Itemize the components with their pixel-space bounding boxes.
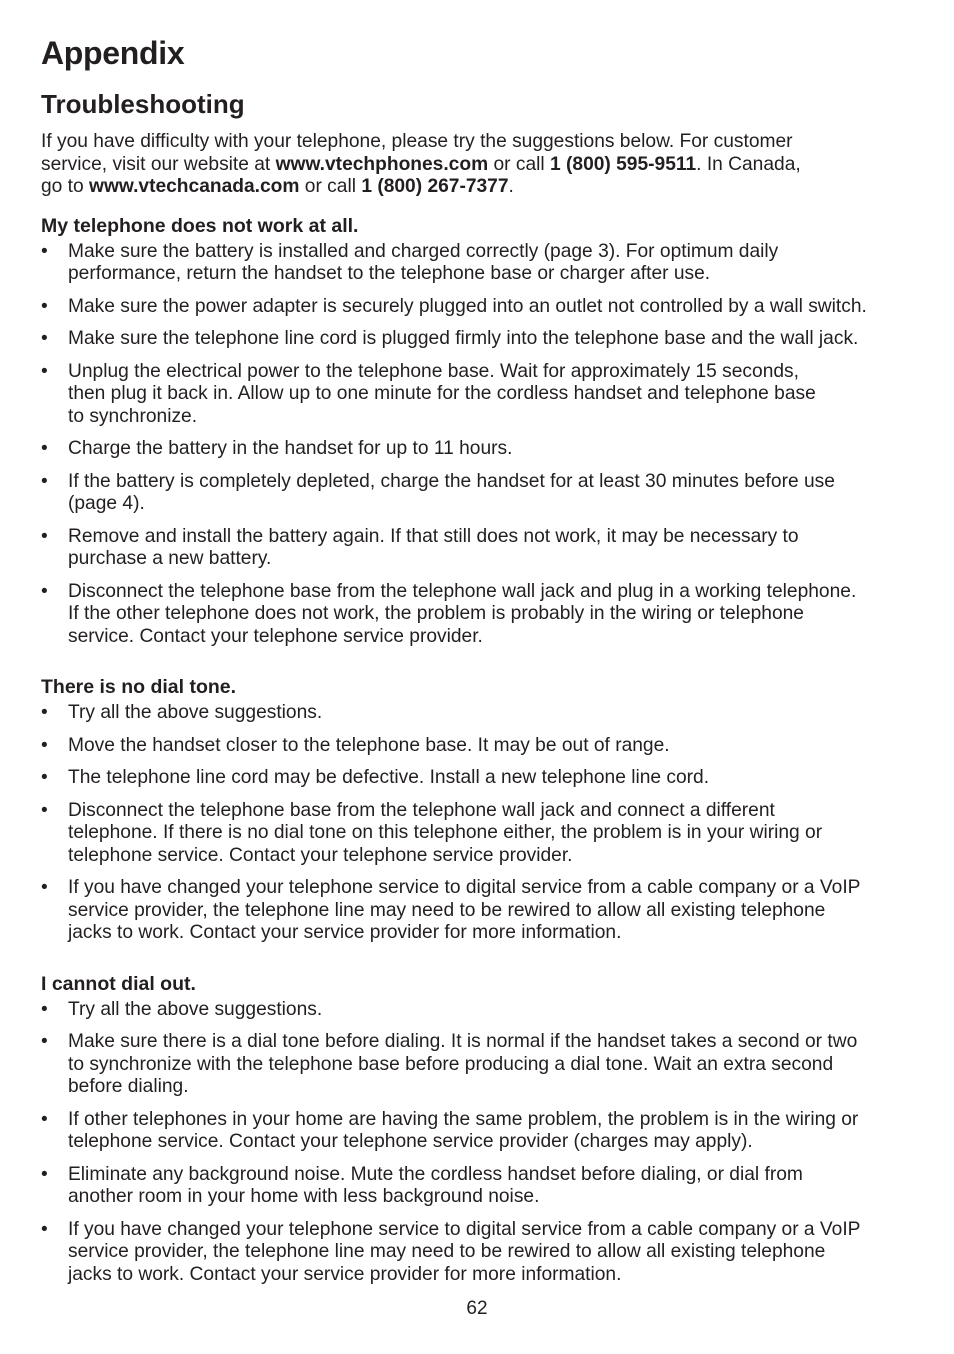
list-item-text: If the battery is completely depleted, charge the handset for at least 30 minutes before use (page 4). (68, 470, 835, 514)
list-item-text: The telephone line cord may be defective. Install a new telephone line cord. (68, 767, 710, 788)
bullet-icon: • (41, 525, 48, 547)
list-item (41, 702, 921, 725)
list-item-text: Eliminate any background noise. Mute the cordless handset before dialing, or dial from another room in your home with less background noise. (68, 1163, 803, 1207)
bullet-icon: • (41, 767, 48, 788)
list-item (41, 581, 921, 649)
intro-text-4: or call (299, 176, 362, 197)
list-item (41, 1164, 921, 1209)
bullet-icon: • (41, 328, 48, 349)
bullet-icon: • (41, 998, 48, 1020)
list-item (41, 735, 921, 758)
list-item (41, 1031, 921, 1099)
bullet-icon: • (41, 1218, 48, 1240)
section-title: There is no dial tone. (41, 676, 237, 698)
suggestion-list (41, 241, 921, 649)
list-item-text: Make sure the telephone line cord is plugged firmly into the telephone base and the wall jack. (68, 328, 859, 349)
list-item (41, 438, 921, 461)
bullet-icon: • (41, 240, 48, 262)
phone-us: 1 (800) 595-9511 (550, 153, 697, 175)
bullet-icon: • (41, 470, 48, 492)
list-item-text: Make sure the power adapter is securely plugged into an outlet not controlled by a wall switch. (68, 295, 867, 317)
list-item-text: Disconnect the telephone base from the telephone wall jack and plug in a working telephone. If the other telephone does not work, the problem is probably in the wiring or telephone service. Contact your telephone service provider. (68, 580, 857, 647)
list-item-text: Disconnect the telephone base from the telephone wall jack and connect a different telephone. If there is no dial tone on this telephone either, the problem is in your wiring or telephone service. Contact your telephone service provider. (68, 799, 823, 866)
list-item-text: Make sure there is a dial tone before dialing. It is normal if the handset takes a second or two to synchronize with the telephone base before producing a dial tone. Wait an extra second before dialing. (68, 1031, 858, 1097)
section-heading-troubleshooting: Troubleshooting (41, 89, 245, 119)
list-item-text: If you have changed your telephone service to digital service from a cable company or a VoIP service provider, the telephone line may need to be rewired to allow all existing telephone jacks to work. Contact your service provider for more information. (68, 877, 861, 943)
bullet-icon: • (41, 1031, 48, 1052)
list-item (41, 526, 921, 571)
list-item-text: If other telephones in your home are having the same problem, the problem is in the wiring or telephone service. Contact your telephone service provider (charges may apply). (68, 1108, 859, 1152)
bullet-icon: • (41, 799, 48, 821)
list-item-text: Move the handset closer to the telephone base. It may be out of range. (68, 734, 670, 756)
bullet-icon: • (41, 702, 48, 723)
section-title: I cannot dial out. (41, 972, 196, 995)
list-item (41, 1109, 921, 1154)
intro-paragraph (41, 131, 921, 199)
list-item (41, 1219, 921, 1287)
list-item-text: Try all the above suggestions. (68, 702, 323, 723)
bullet-icon: • (41, 295, 48, 317)
section-title: My telephone does not work at all. (41, 214, 359, 237)
intro-text-1: If you have difficulty with your telephone, please try the suggestions below. For customer service, visit our website at (41, 131, 793, 175)
bullet-icon: • (41, 580, 48, 602)
list-item (41, 767, 921, 790)
section-no-dial-tone (41, 675, 921, 945)
list-item-text: Charge the battery in the handset for up to 11 hours. (68, 438, 513, 459)
list-item (41, 328, 921, 351)
list-item (41, 999, 921, 1022)
list-item (41, 241, 921, 286)
page-number: 62 (466, 1298, 488, 1319)
section-not-work (41, 214, 921, 649)
list-item (41, 361, 921, 429)
website-ca-link: www.vtechcanada.com (89, 176, 300, 197)
intro-text-3: . In Canada, go to (41, 153, 801, 197)
intro-text-2: or call (488, 153, 550, 175)
phone-ca: 1 (800) 267-7377 (361, 176, 509, 197)
intro-text-5: . (508, 176, 514, 197)
bullet-icon: • (41, 360, 48, 382)
suggestion-list (41, 999, 921, 1287)
list-item (41, 800, 921, 868)
bullet-icon: • (41, 877, 48, 898)
document-page (41, 32, 921, 1296)
bullet-icon: • (41, 734, 48, 756)
website-us-link: www.vtechphones.com (275, 153, 489, 175)
bullet-icon: • (41, 1163, 48, 1185)
suggestion-list (41, 702, 921, 945)
list-item (41, 471, 921, 516)
page-heading: Appendix (41, 35, 185, 71)
section-cannot-dial-out (41, 972, 921, 1287)
list-item-text: Remove and install the battery again. If that still does not work, it may be necessary to purchase a new battery. (68, 525, 799, 569)
list-item (41, 296, 921, 319)
list-item (41, 877, 921, 945)
list-item-text: Make sure the battery is installed and charged correctly (page 3). For optimum daily performance, return the handset to the telephone base or charger after use. (68, 240, 779, 284)
bullet-icon: • (41, 1108, 48, 1130)
list-item-text: Try all the above suggestions. (68, 998, 323, 1020)
list-item-text: Unplug the electrical power to the telephone base. Wait for approximately 15 seconds, then plug it back in. Allow up to one minute for the cordless handset and telephone base to synchronize. (68, 360, 816, 427)
bullet-icon: • (41, 438, 48, 459)
list-item-text: If you have changed your telephone service to digital service from a cable company or a VoIP service provider, the telephone line may need to be rewired to allow all existing telephone jacks to work. Contact your service provider for more information. (68, 1218, 861, 1285)
